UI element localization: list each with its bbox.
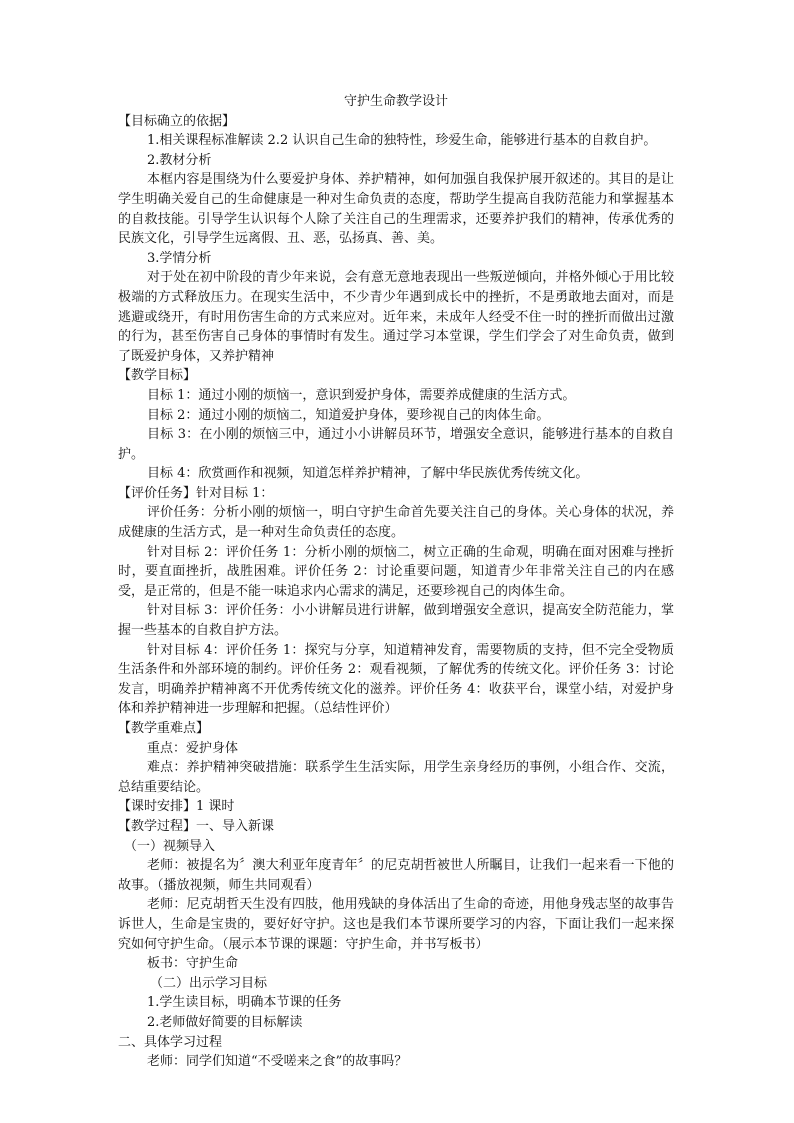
paragraph: 评价任务：分析小刚的烦恼一，明白守护生命首先要关注自己的身体。关心身体的状况，养成健康的生活方式，是一种对生命负责任的态度。 bbox=[118, 505, 674, 541]
section-heading: 【课时安排】1 课时 bbox=[118, 799, 235, 815]
paragraph: 老师：尼克胡哲天生没有四肢，他用残缺的身体活出了生命的奇迹，用他身残志坚的故事告诉世人，生命是宝贵的，要好好守护。这也是我们本节课所要学习的内容，下面让我们一起来探究如何守护生命。（展示本节课的课题：守护生命，并书写板书） bbox=[118, 897, 674, 952]
paragraph: 对于处在初中阶段的青少年来说，会有意无意地表现出一些叛逆倾向，并格外倾心于用比较极端的方式释放压力。在现实生活中，不少青少年遇到成长中的挫折，不是勇敢地去面对，而是逃避或绕开，有时用伤害生命的方式来应对。近年来，未成年人经受不住一时的挫折而做出过激的行为，甚至伤害自己身体的事情时有发生。通过学习本堂课，学生们学会了对生命负责，做到了既爱护身体，又养护精神 bbox=[118, 270, 674, 364]
paragraph: 1.学生读目标，明确本节课的任务 bbox=[147, 995, 342, 1011]
page-title: 守护生命教学设计 bbox=[343, 94, 448, 109]
document-body bbox=[118, 92, 674, 1072]
paragraph: 目标 3：在小刚的烦恼三中，通过小小讲解员环节，增强安全意识，能够进行基本的自救自护。 bbox=[118, 427, 674, 462]
paragraph: 目标 2：通过小刚的烦恼二，知道爱护身体，要珍视自己的肉体生命。 bbox=[147, 407, 550, 423]
section-heading: 【教学过程】一、导入新课 bbox=[118, 818, 275, 834]
paragraph: （二）出示学习目标 bbox=[150, 975, 268, 991]
paragraph: 2.教材分析 bbox=[147, 152, 212, 168]
paragraph: 针对目标 3：评价任务：小小讲解员进行讲解，做到增强安全意识，提高安全防范能力，掌握一些基本的自救自护方法。 bbox=[118, 603, 674, 639]
paragraph: 3.学情分析 bbox=[147, 250, 212, 266]
section-heading: 【目标确立的依据】 bbox=[118, 113, 236, 129]
section-heading: 【教学重难点】 bbox=[118, 721, 210, 736]
paragraph: 本框内容是围绕为什么要爱护身体、养护精神，如何加强自我保护展开叙述的。其目的是让学生明确关爱自己的生命健康是一种对生命负责的态度，帮助学生提高自我防范能力和掌握基本的自救技能。引导学生认识每个人除了关注自己的生理需求，还要养护我们的精神，传承优秀的民族文化，引导学生远离假、丑、恶，弘扬真、善、美。 bbox=[118, 172, 674, 247]
paragraph: 板书：守护生命 bbox=[147, 956, 239, 972]
paragraph: 2.老师做好简要的目标解读 bbox=[147, 1014, 303, 1030]
paragraph: 针对目标 2：评价任务 1：分析小刚的烦恼二，树立正确的生命观，明确在面对困难与挫折时，要直面挫折，战胜困难。评价任务 2：讨论重要问题，知道青少年非常关注自己的内在感受，是正常的，但是不能一味追求内心需求的满足，还要珍视自己的肉体生命。 bbox=[118, 544, 674, 599]
paragraph: 针对目标 4：评价任务 1：探究与分享，知道精神发育，需要物质的支持，但不完全受物质生活条件和外部环境的制约。评价任务 2：观看视频，了解优秀的传统文化。评价任务 3：讨论发言，明确养护精神离不开优秀传统文化的滋养。评价任务 4：收获平台，课堂小结，对爱护身体和养护精神进一步理解和把握。（总结性评价） bbox=[118, 642, 674, 717]
paragraph: 老师：被提名为〞澳大利亚年度青年〞的尼克胡哲被世人所瞩目，让我们一起来看一下他的故事。（播放视频，师生共同观看） bbox=[118, 858, 674, 893]
subsection-heading: （一）视频导入 bbox=[124, 838, 216, 854]
section-heading: 【评价任务】针对目标 1： bbox=[118, 485, 274, 501]
paragraph: 重点：爱护身体 bbox=[147, 740, 239, 756]
document-blocks bbox=[118, 112, 674, 1072]
paragraph: 目标 4：欣赏画作和视频，知道怎样养护精神，了解中华民族优秀传统文化。 bbox=[147, 466, 589, 482]
paragraph: 难点：养护精神突破措施：联系学生生活实际，用学生亲身经历的事例，小组合作、交流，总结重要结论。 bbox=[118, 760, 674, 795]
paragraph: 老师：同学们知道“不受嗟来之食”的故事吗？ bbox=[147, 1054, 408, 1070]
section-heading: 二、具体学习过程 bbox=[118, 1034, 223, 1050]
section-heading: 【教学目标】 bbox=[118, 368, 197, 384]
paragraph: 1.相关课程标准解读 2.2 认识自己生命的独特性，珍爱生命，能够进行基本的自救自护。 bbox=[147, 133, 657, 149]
paragraph: 目标 1：通过小刚的烦恼一，意识到爱护身体，需要养成健康的生活方式。 bbox=[147, 387, 576, 403]
